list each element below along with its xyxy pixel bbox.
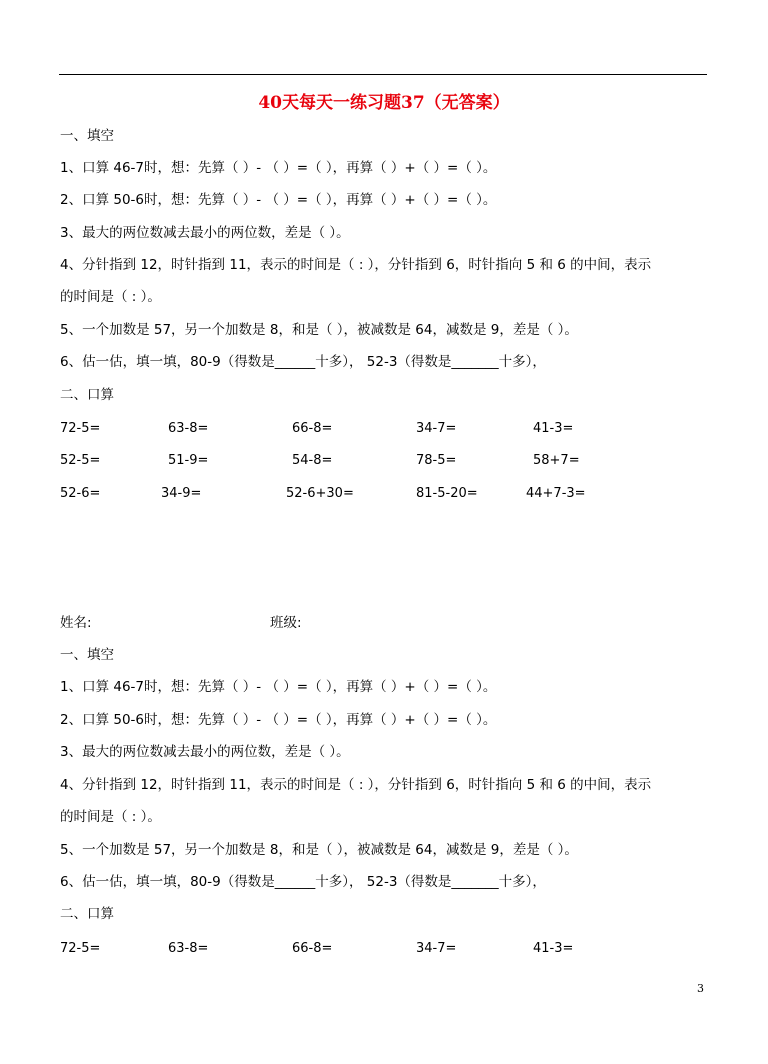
math-item: 52-6+30= — [286, 486, 354, 501]
question-1: 1、口算 46-7时，想：先算（ ）- （ ）=（ ），再算（ ）+（ ）=（ ）。 — [60, 679, 497, 695]
math-item: 66-8= — [292, 421, 333, 436]
question-1: 1、口算 46-7时，想：先算（ ）- （ ）=（ ），再算（ ）+（ ）=（ ）。 — [60, 160, 497, 176]
math-item: 41-3= — [533, 421, 574, 436]
section-heading-fill-blank: 一、填空 — [60, 647, 114, 663]
math-item: 52-5= — [60, 453, 101, 468]
question-4-continued: 的时间是（ : ）。 — [60, 289, 161, 305]
math-item: 34-9= — [161, 486, 202, 501]
question-6: 6、估一估，填一填，80-9（得数是______十多）， 52-3（得数是_______十多）， — [60, 354, 546, 370]
math-item: 63-8= — [168, 941, 209, 956]
math-item: 54-8= — [292, 453, 333, 468]
header-rule — [59, 74, 707, 75]
question-3: 3、最大的两位数减去最小的两位数，差是（ ）。 — [60, 225, 350, 241]
math-item: 81-5-20= — [416, 486, 478, 501]
math-item: 78-5= — [416, 453, 457, 468]
math-item: 34-7= — [416, 421, 457, 436]
section-heading-mental-math: 二、口算 — [60, 387, 114, 403]
name-label: 姓名: — [60, 615, 92, 631]
page-number: 3 — [697, 982, 704, 995]
math-item: 41-3= — [533, 941, 574, 956]
math-item: 58+7= — [533, 453, 580, 468]
section-heading-fill-blank: 一、填空 — [60, 128, 114, 144]
question-5: 5、一个加数是 57，另一个加数是 8，和是（ ），被减数是 64，减数是 9，差是（ ）。 — [60, 322, 578, 338]
math-item: 66-8= — [292, 941, 333, 956]
question-4: 4、分针指到 12，时针指到 11，表示的时间是（ : ），分针指到 6，时针指向 5 和 6 的中间，表示 — [60, 257, 652, 273]
math-item: 52-6= — [60, 486, 101, 501]
math-item: 51-9= — [168, 453, 209, 468]
question-4-continued: 的时间是（ : ）。 — [60, 809, 161, 825]
math-item: 44+7-3= — [526, 486, 586, 501]
page-title: 40天每天一练习题37（无答案） — [258, 93, 510, 113]
question-5: 5、一个加数是 57，另一个加数是 8，和是（ ），被减数是 64，减数是 9，差是（ ）。 — [60, 842, 578, 858]
question-4: 4、分针指到 12，时针指到 11，表示的时间是（ : ），分针指到 6，时针指向 5 和 6 的中间，表示 — [60, 777, 652, 793]
math-item: 72-5= — [60, 941, 101, 956]
question-6: 6、估一估，填一填，80-9（得数是______十多）， 52-3（得数是_______十多）， — [60, 874, 546, 890]
math-item: 63-8= — [168, 421, 209, 436]
question-2: 2、口算 50-6时，想：先算（ ）- （ ）=（ ），再算（ ）+（ ）=（ ）。 — [60, 712, 497, 728]
question-2: 2、口算 50-6时，想：先算（ ）- （ ）=（ ），再算（ ）+（ ）=（ ）。 — [60, 192, 497, 208]
class-label: 班级: — [270, 615, 302, 631]
math-item: 72-5= — [60, 421, 101, 436]
question-3: 3、最大的两位数减去最小的两位数，差是（ ）。 — [60, 744, 350, 760]
math-item: 34-7= — [416, 941, 457, 956]
section-heading-mental-math: 二、口算 — [60, 906, 114, 922]
